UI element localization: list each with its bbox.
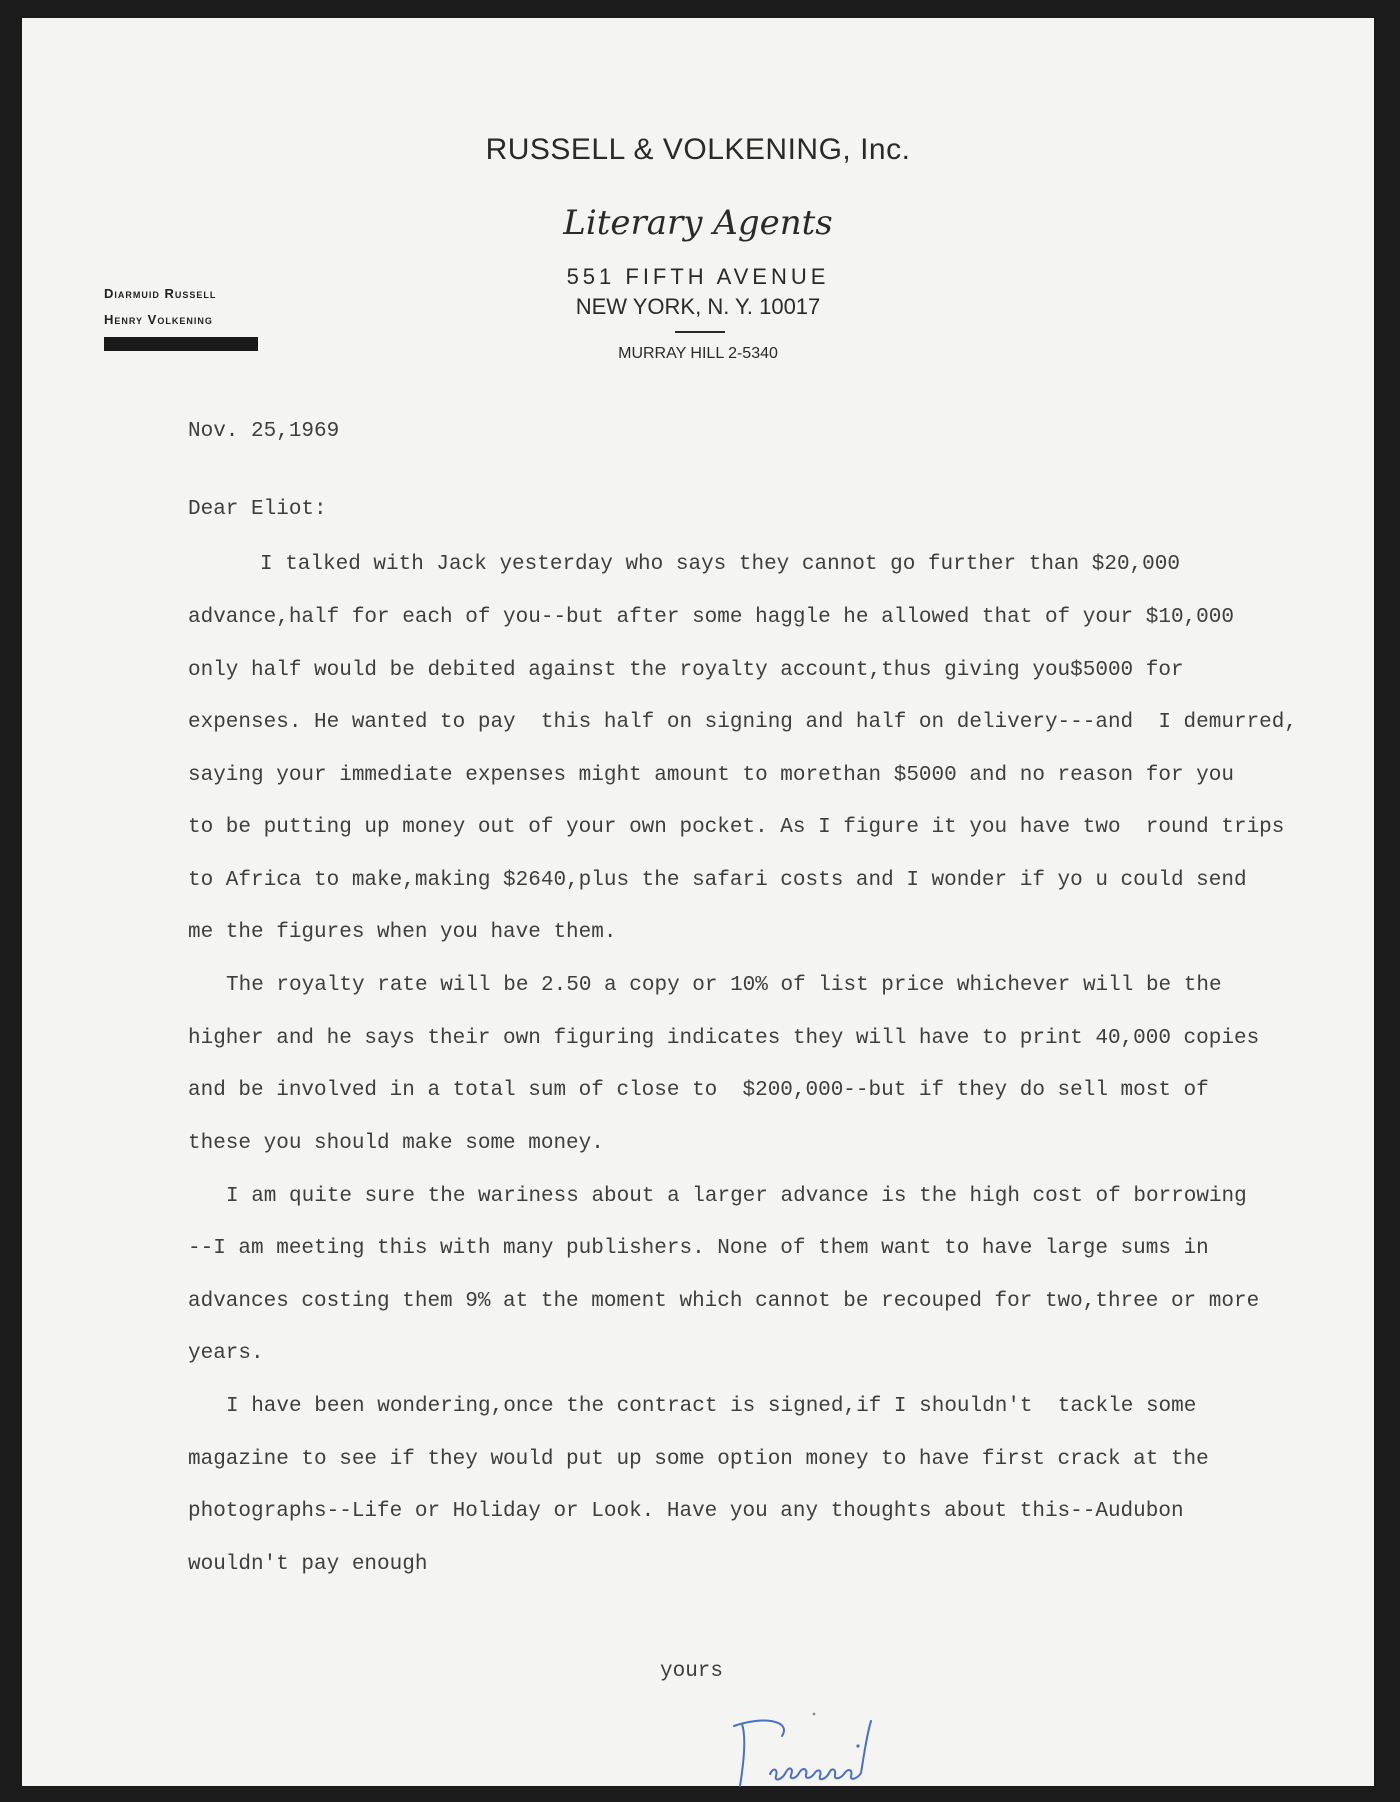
- letter-line: advances costing them 9% at the moment which cannot be recouped for two,three or more: [188, 1290, 1260, 1313]
- letter-line: saying your immediate expenses might amount to morethan $5000 and no reason for you: [188, 764, 1234, 787]
- letter-line: I am quite sure the wariness about a larger advance is the high cost of borrowing: [226, 1185, 1247, 1208]
- handwritten-signature: [722, 1706, 982, 1796]
- letter-line: to Africa to make,making $2640,plus the safari costs and I wonder if yo u could send: [188, 869, 1247, 892]
- firm-name: RUSSELL & VOLKENING, Inc.: [485, 133, 911, 166]
- firm-phone: MURRAY HILL 2-5340: [618, 345, 778, 362]
- firm-street-address: 551 FIFTH AVENUE: [566, 264, 830, 289]
- firm-tagline: Literary Agents: [563, 203, 833, 243]
- letter-line: higher and he says their own figuring indicates they will have to print 40,000 copies: [188, 1027, 1260, 1050]
- letter-line: only half would be debited against the royalty account,thus giving you$5000 for: [188, 659, 1184, 682]
- letter-line: photographs--Life or Holiday or Look. Have you any thoughts about this--Audubon: [188, 1500, 1184, 1523]
- letter-line: advance,half for each of you--but after some haggle he allowed that of your $10,000: [188, 606, 1234, 629]
- letter-line: years.: [188, 1342, 264, 1365]
- letter-page: [22, 18, 1374, 1786]
- partner-name: Diarmuid Russell: [104, 286, 217, 301]
- letter-line: me the figures when you have them.: [188, 921, 617, 944]
- letter-line: magazine to see if they would put up some option money to have first crack at the: [188, 1448, 1209, 1471]
- partner-name: Henry Volkening: [104, 312, 213, 327]
- letter-body: [22, 18, 1374, 1786]
- letter-line: wouldn't pay enough: [188, 1553, 428, 1576]
- letter-line: I talked with Jack yesterday who says they cannot go further than $20,000: [260, 553, 1180, 576]
- letter-line: --I am meeting this with many publishers. None of them want to have large sums in: [188, 1237, 1209, 1260]
- letter-closing: yours: [660, 1660, 724, 1683]
- letter-line: these you should make some money.: [188, 1132, 604, 1155]
- letter-line: I have been wondering,once the contract is signed,if I shouldn't tackle some: [226, 1395, 1197, 1418]
- salutation: Dear Eliot:: [188, 498, 327, 521]
- letter-line: and be involved in a total sum of close to $200,000--but if they do sell most of: [188, 1079, 1209, 1102]
- letter-line: to be putting up money out of your own pocket. As I figure it you have two round trips: [188, 816, 1285, 839]
- letter-line: expenses. He wanted to pay this half on signing and half on delivery---and I demurred,: [188, 711, 1297, 734]
- letter-line: The royalty rate will be 2.50 a copy or 10% of list price whichever will be the: [226, 974, 1222, 997]
- letter-date: Nov. 25,1969: [188, 420, 340, 443]
- firm-city: NEW YORK, N. Y. 10017: [575, 294, 821, 319]
